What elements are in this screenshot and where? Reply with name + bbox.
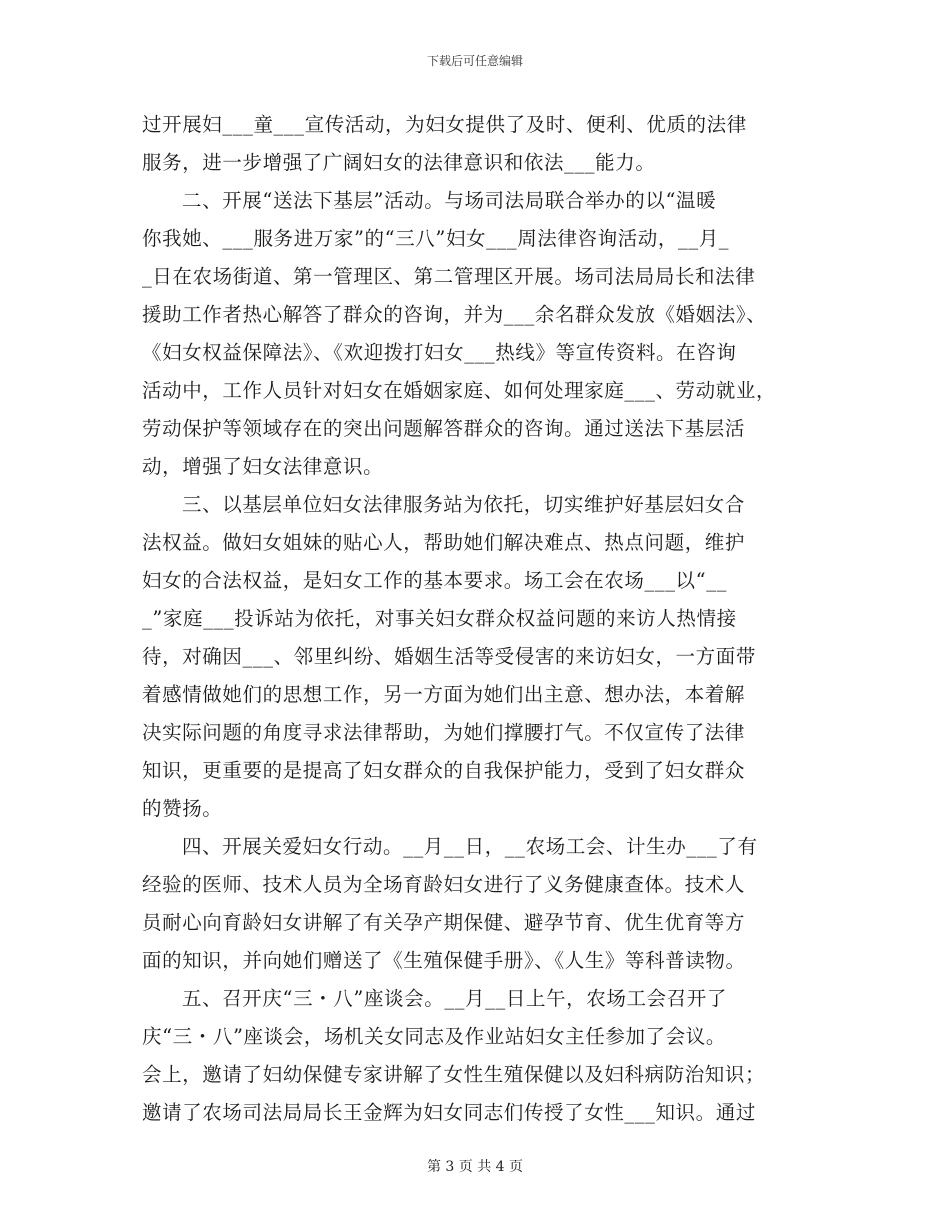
- text-line: 法权益。做妇女姐妹的贴心人，帮助她们解决难点、热点问题，维护: [142, 531, 746, 554]
- text-line: 动，增强了妇女法律意识。: [142, 455, 384, 478]
- text-line: 的赞扬。: [142, 797, 223, 820]
- page-header: 下载后可任意编辑: [426, 54, 523, 68]
- text-line: 员耐心向育龄妇女讲解了有关孕产期保健、避孕节育、优生优育等方: [142, 911, 746, 934]
- text-line: 妇女的合法权益，是妇女工作的基本要求。场工会在农场___以“__: [142, 569, 727, 592]
- text-line: 邀请了农场司法局局长王金辉为妇女同志们传授了女性___知识。通过: [142, 1101, 756, 1124]
- text-line: 五、召开庆“三・八”座谈会。__月__日上午，农场工会召开了: [182, 987, 727, 1010]
- text-line: _”家庭___投诉站为依托，对事关妇女群众权益问题的来访人热情接: [142, 607, 737, 630]
- text-line: 着感情做她们的思想工作，另一方面为她们出主意、想办法，本着解: [142, 683, 746, 706]
- text-line: 你我她、___服务进万家”的“三八”妇女___周法律咨询活动，__月_: [142, 227, 730, 250]
- text-line: 过开展妇___童___宣传活动，为妇女提供了及时、便利、优质的法律: [142, 113, 747, 136]
- text-line: 三、以基层单位妇女法律服务站为依托，切实维护好基层妇女合: [182, 493, 745, 516]
- text-line: 待，对确因___、邻里纠纷、婚姻生活等受侵害的来访妇女，一方面带: [142, 645, 756, 668]
- page-footer: 第 3 页 共 4 页: [426, 1159, 524, 1175]
- text-line: 四、开展关爱妇女行动。__月__日，__农场工会、计生办___了有: [182, 835, 758, 858]
- text-line: 知识，更重要的是提高了妇女群众的自我保护能力，受到了妇女群众: [142, 759, 746, 782]
- text-line: _日在农场街道、第一管理区、第二管理区开展。场司法局局长和法律: [142, 265, 756, 288]
- text-line: 二、开展“送法下基层”活动。与场司法局联合举办的以“温暖: [182, 189, 717, 212]
- text-line: 庆“三・八”座谈会，场机关女同志及作业站妇女主任参加了会议。: [142, 1025, 726, 1048]
- text-line: 服务，进一步增强了广阔妇女的法律意识和依法___能力。: [142, 151, 656, 174]
- text-line: 会上，邀请了妇幼保健专家讲解了女性生殖保健以及妇科病防治知识；: [142, 1063, 766, 1086]
- text-line: 面的知识，并向她们赠送了《生殖保健手册》、《人生》等科普读物。: [142, 949, 746, 972]
- text-line: 劳动保护等领域存在的突出问题解答群众的咨询。通过送法下基层活: [142, 417, 746, 440]
- text-line: 决实际问题的角度寻求法律帮助，为她们撑腰打气。不仅宣传了法律: [142, 721, 746, 744]
- text-line: 经验的医师、技术人员为全场育龄妇女进行了义务健康查体。技术人: [142, 873, 746, 896]
- document-body: [142, 106, 808, 1132]
- text-line: 活动中，工作人员针对妇女在婚姻家庭、如何处理家庭___、劳动就业，: [142, 379, 777, 402]
- text-line: 《妇女权益保障法》、《欢迎拨打妇女___热线》等宣传资料。在咨询: [142, 341, 737, 364]
- text-line: 援助工作者热心解答了群众的咨询，并为___余名群众发放《婚姻法》、: [142, 303, 767, 326]
